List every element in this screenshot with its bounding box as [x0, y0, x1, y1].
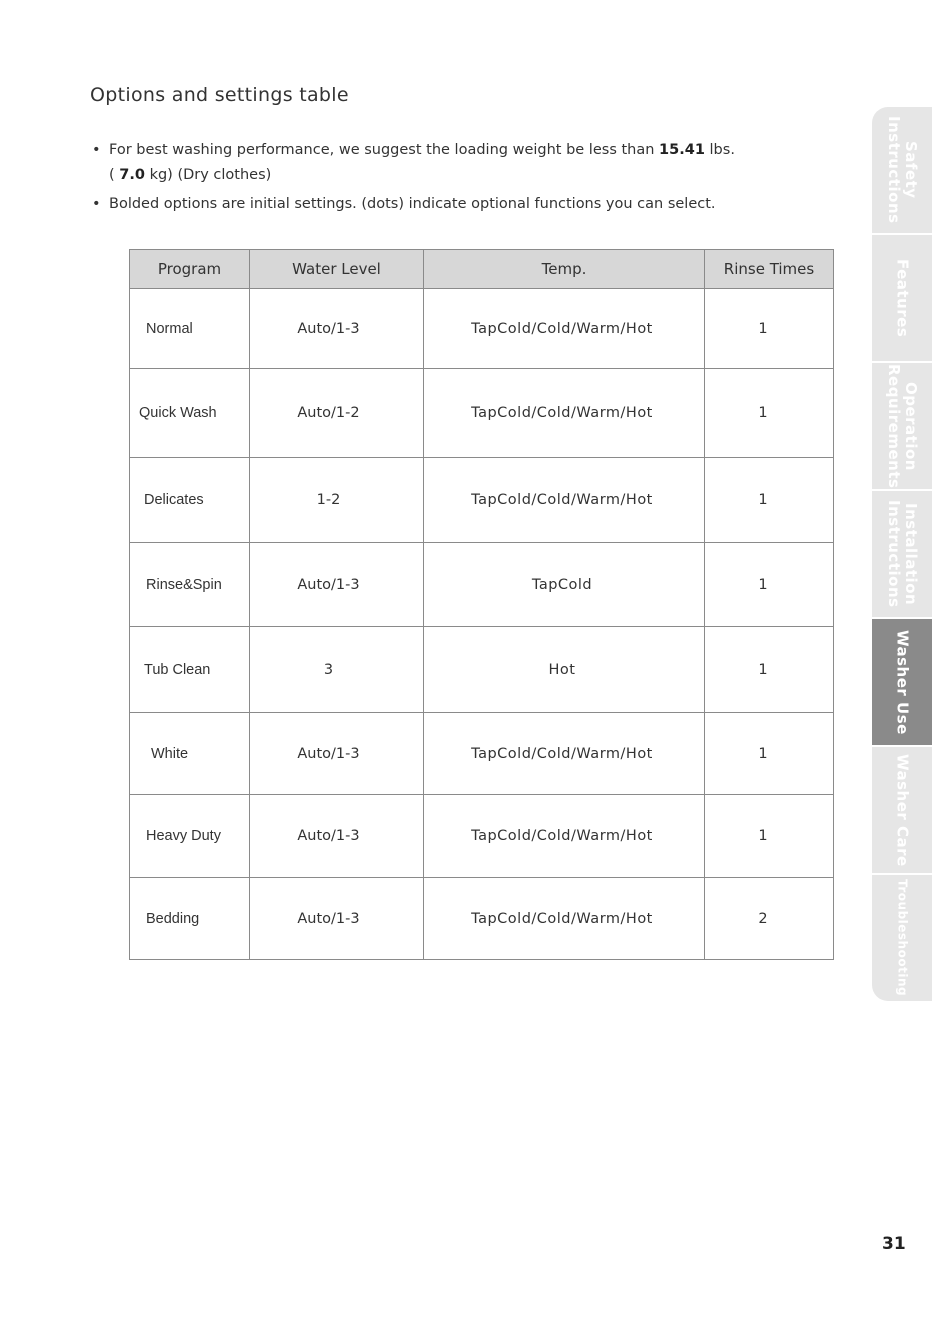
tab-installation-instructions[interactable] [872, 491, 932, 617]
water-level-value: Auto/1-3 [297, 320, 360, 337]
note-text: kg) (Dry clothes) [144, 167, 272, 183]
rinse-cell [705, 795, 834, 878]
note-text: Bolded options are initial settings. (dots) indicate optional functions you can select. [109, 196, 716, 212]
table-row [130, 458, 834, 543]
rinse-cell [705, 289, 834, 369]
program-cell: Normal [130, 289, 250, 369]
note-text: ( [109, 167, 120, 183]
bullet-icon: • [92, 196, 101, 212]
temp-value: TapCold/Cold/Warm/Hot [471, 492, 653, 508]
table-row [130, 627, 834, 713]
page-title: Options and settings table [90, 84, 349, 106]
program-cell: Rinse&Spin [130, 543, 250, 627]
program-cell: Bedding [130, 878, 250, 960]
temp-value: TapCold [531, 576, 593, 593]
notes-list [92, 138, 812, 221]
temp-cell [424, 627, 705, 713]
water-level-cell [250, 627, 424, 713]
program-cell: Delicates [130, 458, 250, 543]
note-text: For best washing performance, we suggest the loading weight be less than [109, 142, 660, 158]
temp-cell [424, 713, 705, 795]
table-row [130, 878, 834, 960]
header-program: Program [130, 250, 250, 289]
tab-washer-care[interactable] [872, 747, 932, 873]
rinse-value: 1 [758, 405, 768, 421]
temp-cell [424, 289, 705, 369]
tab-label: Washer Care [893, 753, 912, 867]
water-level-cell [250, 369, 424, 458]
rinse-cell [705, 458, 834, 543]
water-level-cell [250, 458, 424, 543]
temp-value: TapCold/Cold/Warm/Hot [471, 405, 653, 421]
settings-table [129, 249, 834, 960]
water-level-value: Auto/1-3 [297, 910, 360, 927]
water-level-value: Auto/1-3 [297, 828, 360, 844]
temp-cell [424, 458, 705, 543]
water-level-cell [250, 289, 424, 369]
water-level-value: Auto/1-2 [297, 405, 360, 421]
rinse-value: 1 [758, 828, 768, 844]
water-level-value: Auto/1-3 [297, 745, 360, 762]
rinse-cell [705, 543, 834, 627]
section-tabs [872, 107, 932, 1003]
table-row [130, 713, 834, 795]
rinse-cell [705, 878, 834, 960]
tab-label: Installation Instructions [885, 500, 920, 608]
table-row [130, 795, 834, 878]
water-level-cell [250, 878, 424, 960]
note-text: lbs. [704, 142, 735, 158]
rinse-cell [705, 627, 834, 713]
program-cell: Tub Clean [130, 627, 250, 713]
tab-label: Troubleshooting [895, 879, 910, 997]
water-level-value: 1-2 [316, 492, 341, 508]
tab-safety-instructions[interactable] [872, 107, 932, 233]
temp-value: TapCold/Cold/Warm/Hot [471, 320, 653, 337]
water-level-value: Auto/1-3 [297, 576, 360, 593]
bullet-icon: • [92, 142, 101, 158]
table-row [130, 289, 834, 369]
header-water-level: Water Level [250, 250, 424, 289]
rinse-value: 1 [758, 745, 768, 762]
rinse-value: 1 [758, 320, 768, 337]
tab-washer-use[interactable] [872, 619, 932, 745]
water-level-cell [250, 543, 424, 627]
program-cell: Heavy Duty [130, 795, 250, 878]
tab-operation-requirements[interactable] [872, 363, 932, 489]
rinse-value: 2 [758, 910, 768, 927]
temp-cell [424, 543, 705, 627]
weight-lbs: 15.41 [659, 142, 705, 158]
water-level-cell [250, 795, 424, 878]
tab-label: Operation Requirements [885, 363, 920, 489]
temp-cell [424, 369, 705, 458]
program-cell: White [130, 713, 250, 795]
weight-kg: 7.0 [119, 167, 145, 183]
table-row [130, 369, 834, 458]
note-bolded-options [92, 192, 812, 217]
rinse-cell [705, 369, 834, 458]
table-row [130, 543, 834, 627]
tab-label: Washer Use [893, 629, 912, 735]
tab-features[interactable] [872, 235, 932, 361]
temp-cell [424, 878, 705, 960]
water-level-cell [250, 713, 424, 795]
rinse-value: 1 [758, 576, 768, 593]
table-header-row [130, 250, 834, 289]
header-temp: Temp. [424, 250, 705, 289]
rinse-value: 1 [758, 661, 768, 678]
temp-cell [424, 795, 705, 878]
temp-value: TapCold/Cold/Warm/Hot [471, 910, 653, 927]
tab-label: Safety Instructions [885, 116, 920, 224]
rinse-cell [705, 713, 834, 795]
header-rinse-times: Rinse Times [705, 250, 834, 289]
tab-label: Features [893, 258, 912, 338]
temp-value: Hot [548, 661, 576, 678]
water-level-value: 3 [323, 661, 334, 678]
temp-value: TapCold/Cold/Warm/Hot [471, 745, 653, 762]
rinse-value: 1 [758, 492, 768, 508]
temp-value: TapCold/Cold/Warm/Hot [471, 828, 653, 844]
note-loading-weight [92, 138, 812, 188]
program-cell: Quick Wash [130, 369, 250, 458]
tab-troubleshooting[interactable] [872, 875, 932, 1001]
page-number: 31 [882, 1234, 906, 1254]
